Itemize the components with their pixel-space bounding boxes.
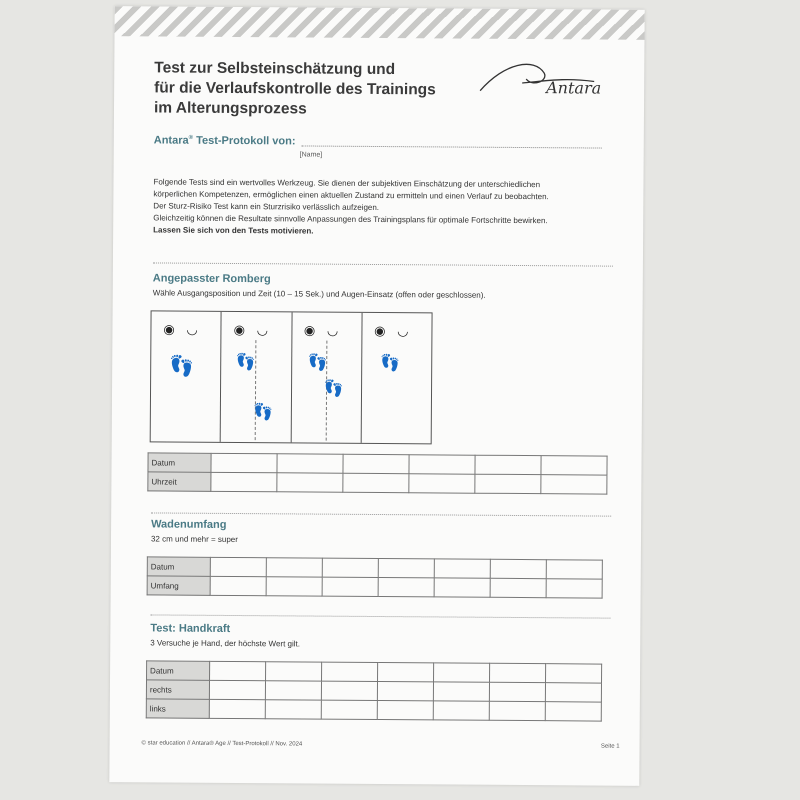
entry-cell[interactable]: [277, 473, 343, 492]
protocol-label-text: Test-Protokoll von:: [193, 134, 296, 148]
handkraft-table: [146, 660, 602, 721]
eyes-open-closed-icon: ◉ ◡: [163, 321, 202, 337]
title-line-3: im Alterungsprozess: [153, 99, 307, 118]
entry-cell[interactable]: [265, 681, 321, 700]
entry-cell[interactable]: [210, 661, 266, 680]
entry-cell[interactable]: [266, 577, 322, 596]
entry-cell[interactable]: [545, 702, 601, 721]
entry-cell[interactable]: [541, 456, 607, 475]
entry-cell[interactable]: [378, 663, 434, 682]
entry-cell[interactable]: [489, 701, 545, 720]
row-label: Umfang: [147, 576, 210, 595]
entry-cell[interactable]: [211, 453, 277, 472]
footprint-single-icon: 👣: [379, 355, 400, 373]
footprint-left-icon: 👣: [235, 354, 256, 372]
waden-description: 32 cm und mehr = super: [150, 534, 238, 545]
handkraft-title: Test: Handkraft: [150, 622, 231, 635]
section-divider: [151, 512, 611, 516]
entry-cell[interactable]: [265, 700, 321, 719]
entry-cell[interactable]: [322, 662, 378, 681]
eyes-open-closed-icon: ◉ ◡: [303, 322, 343, 338]
entry-cell[interactable]: [277, 454, 343, 473]
document-title: [154, 58, 454, 120]
row-label: links: [146, 699, 209, 718]
row-label: rechts: [146, 680, 209, 699]
row-label: Datum: [147, 557, 210, 576]
entry-cell[interactable]: [541, 475, 607, 494]
stance-parallel: [151, 311, 222, 441]
intro-line: Gleichzeitig können die Resultate sinnvolle Anpassungen des Trainingsplans für optimale Fortschritte bewirken.: [153, 213, 548, 226]
entry-cell[interactable]: [321, 700, 377, 719]
footprint-right-icon: 👣: [323, 380, 344, 398]
footer-copyright: © star education // Antara® Age // Test-Protokoll // Nov. 2024: [141, 740, 303, 748]
hatched-header-band: [115, 6, 645, 40]
entry-cell[interactable]: [475, 455, 541, 474]
entry-cell[interactable]: [378, 559, 434, 578]
waden-table: [147, 556, 603, 598]
intro-motivation: Lassen Sie sich von den Tests motivieren.: [153, 225, 314, 236]
entry-cell[interactable]: [343, 473, 409, 492]
waden-title: Wadenumfang: [151, 518, 227, 531]
table-row: [148, 472, 607, 494]
entry-cell[interactable]: [434, 578, 490, 597]
entry-cell[interactable]: [209, 699, 265, 718]
entry-cell[interactable]: [490, 559, 546, 578]
table-row: [146, 699, 601, 721]
handkraft-description: 3 Versuche je Hand, der höchste Wert gilt.: [150, 638, 301, 649]
table-row: [147, 576, 602, 598]
intro-line: Folgende Tests sind ein wertvolles Werkzeug. Sie dienen der subjektiven Einschätzung der unterschiedlichen: [153, 177, 541, 190]
registered-mark: ®: [188, 135, 194, 142]
antara-logo: [474, 53, 604, 104]
entry-cell[interactable]: [434, 663, 490, 682]
romberg-title: Angepasster Romberg: [152, 272, 271, 286]
protocol-label: [154, 134, 296, 147]
section-divider: [150, 614, 610, 618]
entry-cell[interactable]: [490, 578, 546, 597]
title-line-1: Test zur Selbsteinschätzung und: [154, 59, 396, 79]
stance-semi-tandem: [291, 312, 362, 442]
romberg-table: [147, 452, 607, 494]
stance-step-open: [221, 312, 292, 442]
eyes-open-closed-icon: ◉ ◡: [374, 322, 413, 339]
entry-cell[interactable]: [489, 682, 545, 701]
entry-cell[interactable]: [210, 557, 266, 576]
entry-cell[interactable]: [266, 662, 322, 681]
romberg-stance-diagram: [150, 310, 433, 444]
entry-cell[interactable]: [409, 455, 475, 474]
entry-cell[interactable]: [321, 681, 377, 700]
footprint-left-icon: 👣: [307, 354, 328, 372]
intro-line: Der Sturz-Risiko Test kann ein Sturzrisiko verlässlich aufzeigen.: [153, 201, 380, 213]
entry-cell[interactable]: [546, 560, 602, 579]
page-number: Seite 1: [600, 743, 620, 750]
entry-cell[interactable]: [322, 577, 378, 596]
footprints-icon: 👣: [169, 355, 195, 378]
name-hint: [Name]: [299, 151, 323, 159]
entry-cell[interactable]: [322, 558, 378, 577]
entry-cell[interactable]: [378, 578, 434, 597]
entry-cell[interactable]: [434, 559, 490, 578]
entry-cell[interactable]: [409, 474, 475, 493]
brand-name: Antara: [153, 134, 189, 147]
entry-cell[interactable]: [209, 680, 265, 699]
entry-cell[interactable]: [546, 579, 602, 598]
section-divider: [153, 262, 613, 266]
entry-cell[interactable]: [490, 663, 546, 682]
romberg-description: Wähle Ausgangsposition und Zeit (10 – 15 Sek.) und Augen-Einsatz (offen oder geschlossen).: [152, 288, 486, 300]
name-field-line[interactable]: [302, 145, 602, 148]
entry-cell[interactable]: [546, 664, 602, 683]
stance-single-leg: [361, 313, 431, 443]
entry-cell[interactable]: [433, 701, 489, 720]
entry-cell[interactable]: [266, 558, 322, 577]
footprint-right-icon: 👣: [253, 404, 274, 422]
intro-line: körperlichen Kompetenzen, ermöglichen einen aktuellen Zustand zu ermitteln und einen Verlauf zu beobachten.: [153, 189, 549, 202]
entry-cell[interactable]: [211, 472, 277, 491]
row-label: Uhrzeit: [148, 472, 211, 491]
entry-cell[interactable]: [475, 474, 541, 493]
entry-cell[interactable]: [210, 576, 266, 595]
intro-text: [153, 176, 613, 239]
svg-text:Antara: Antara: [546, 78, 602, 98]
entry-cell[interactable]: [545, 683, 601, 702]
entry-cell[interactable]: [377, 701, 433, 720]
title-line-2: für die Verlaufskontrolle des Trainings: [154, 79, 436, 99]
row-label: Datum: [148, 453, 211, 472]
entry-cell[interactable]: [377, 682, 433, 701]
eyes-open-closed-icon: ◉ ◡: [233, 321, 273, 338]
entry-cell[interactable]: [433, 682, 489, 701]
entry-cell[interactable]: [343, 454, 409, 473]
row-label: Datum: [147, 661, 210, 680]
protocol-sheet: [109, 6, 644, 786]
